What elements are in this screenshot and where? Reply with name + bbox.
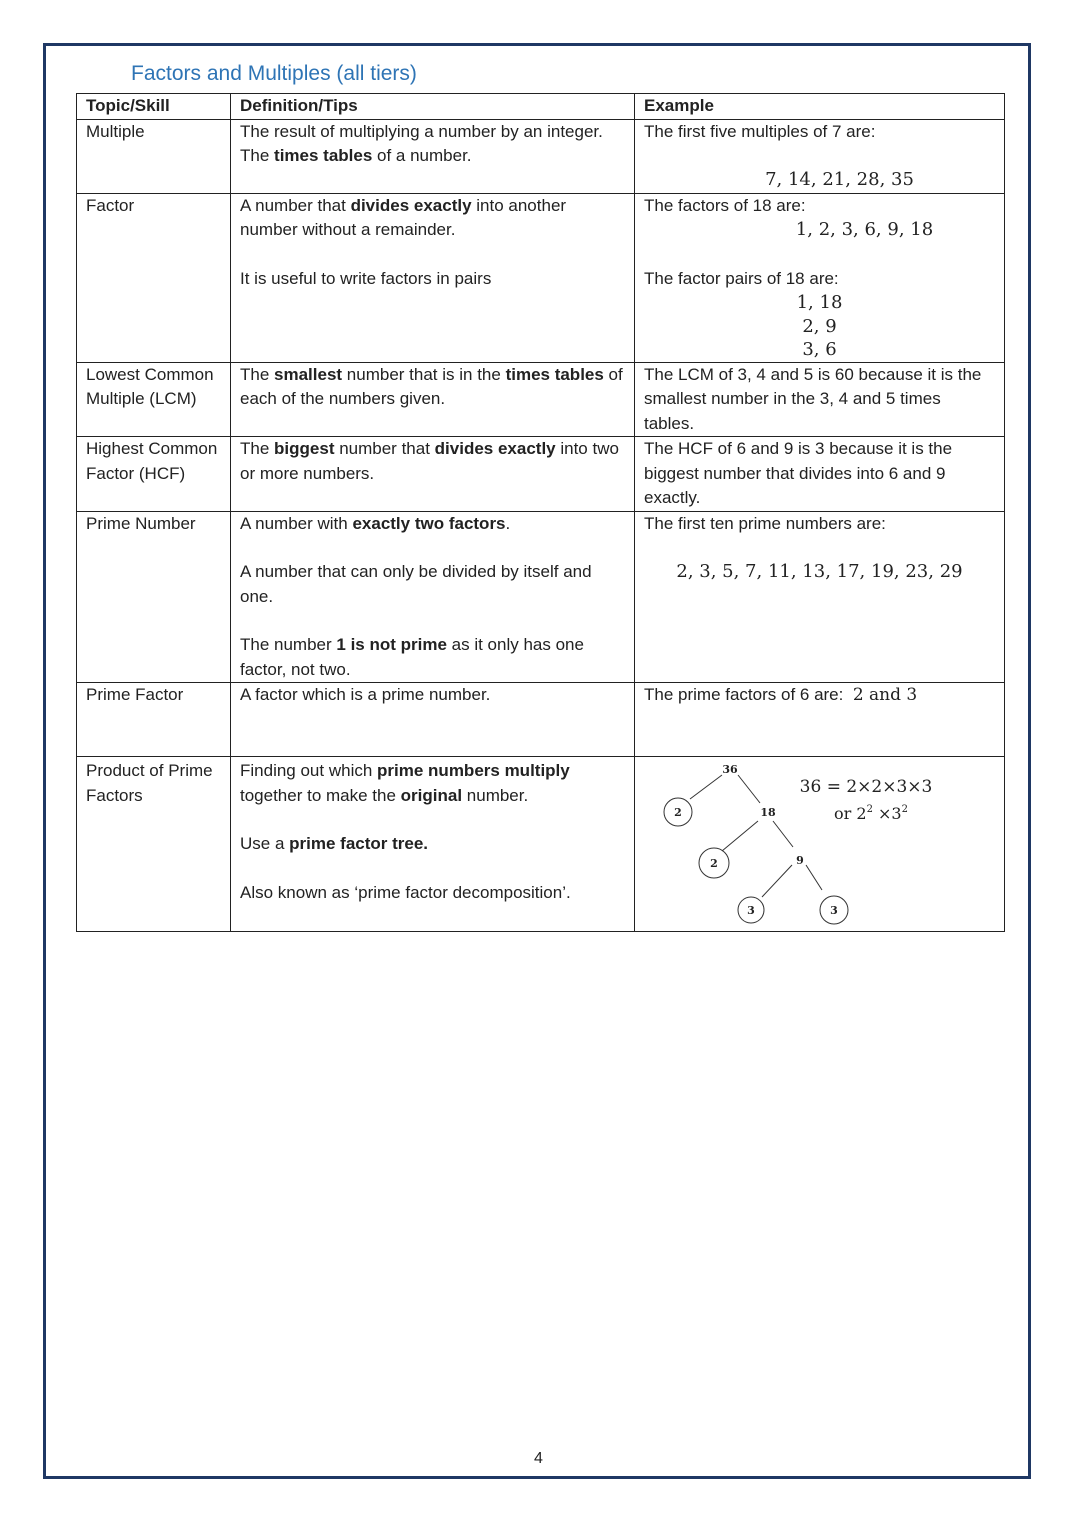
tree-node: 3: [747, 904, 755, 917]
table-row: [77, 683, 1005, 757]
example-text: The factor pairs of 18 are:: [644, 268, 839, 288]
tree-node: 18: [760, 806, 776, 819]
tree-branch: [738, 775, 760, 803]
definition-cell: [231, 119, 635, 193]
example-cell: [635, 119, 1005, 193]
table-row: [77, 193, 1005, 362]
definition-cell: A factor which is a prime number.: [231, 683, 635, 757]
tree-branch: [762, 865, 792, 897]
table-row: [77, 437, 1005, 512]
topic-cell: Prime Number: [77, 511, 231, 683]
tree-node: 36: [722, 763, 738, 776]
tree-node: 9: [796, 854, 804, 867]
example-math: 7, 14, 21, 28, 35: [765, 169, 914, 190]
definition-cell: The smallest number that is in the times tables of each of the numbers given.: [231, 362, 635, 437]
definition-text: A number that divides exactly into another number without a remainder.: [240, 195, 567, 239]
example-math: 2, 3, 5, 7, 11, 13, 17, 19, 23, 29: [676, 561, 963, 582]
definition-text: A number that can only be divided by itself and one.: [240, 562, 592, 606]
topic-cell: Product of Prime Factors: [77, 757, 231, 932]
header-row: [77, 94, 1005, 120]
definition-text: Use a prime factor tree.: [240, 834, 429, 853]
definition-cell: The biggest number that divides exactly into two or more numbers.: [231, 437, 635, 512]
example-cell: [635, 757, 1005, 932]
example-cell: [635, 511, 1005, 683]
example-text: The first ten prime numbers are:: [644, 513, 886, 533]
definition-text: A number with exactly two factors.: [240, 513, 511, 533]
topic-cell: Lowest Common Multiple (LCM): [77, 362, 231, 437]
topic-cell: Prime Factor: [77, 683, 231, 757]
table-row: [77, 119, 1005, 193]
definition-text: The times tables of a number.: [240, 146, 472, 165]
example-text: The factors of 18 are:: [644, 195, 806, 215]
header-definition: Definition/Tips: [231, 94, 635, 120]
factor-pair: 2, 9: [802, 315, 837, 337]
tree-branch: [806, 865, 822, 890]
example-cell: The prime factors of 6 are: 2 and 3: [635, 683, 1005, 757]
table-row: [77, 757, 1005, 932]
factors-table: [76, 93, 1005, 932]
prime-factor-tree: [635, 757, 1005, 931]
topic-cell: Factor: [77, 193, 231, 362]
example-text: The first five multiples of 7 are:: [644, 121, 876, 141]
tree-node: 2: [710, 857, 718, 870]
definition-cell: [231, 511, 635, 683]
definition-text: Finding out which prime numbers multiply together to make the original number.: [240, 761, 570, 805]
ppf-result-index: or $2^2 \times 3^2$: [834, 804, 908, 823]
tree-node: 3: [830, 904, 838, 917]
tree-branch: [773, 821, 793, 847]
table-row: [77, 511, 1005, 683]
tree-branch: [722, 821, 758, 851]
definition-text: The result of multiplying a number by an integer.: [240, 121, 603, 141]
header-topic: Topic/Skill: [77, 94, 231, 120]
factor-pair: 3, 6: [802, 339, 837, 360]
factor-pair: 1, 18: [796, 292, 843, 313]
definition-text: It is useful to write factors in pairs: [240, 268, 492, 288]
page-title: Factors and Multiples (all tiers): [131, 62, 417, 85]
example-cell: The LCM of 3, 4 and 5 is 60 because it is the smallest number in the 3, 4 and 5 times tables.: [635, 362, 1005, 437]
example-math: 2 and 3: [852, 685, 918, 705]
tree-branch: [690, 775, 722, 799]
definition-text: Also known as ‘prime factor decomposition’.: [240, 882, 571, 902]
table-row: [77, 362, 1005, 437]
definition-text: The number 1 is not prime as it only has one factor, not two.: [240, 635, 584, 679]
topic-cell: Highest Common Factor (HCF): [77, 437, 231, 512]
example-cell: The HCF of 6 and 9 is 3 because it is the biggest number that divides into 6 and 9 exactly.: [635, 437, 1005, 512]
topic-cell: Multiple: [77, 119, 231, 193]
definition-cell: [231, 193, 635, 362]
header-example: Example: [635, 94, 1005, 120]
example-math: 1, 2, 3, 6, 9, 18: [795, 219, 934, 240]
tree-node: 2: [674, 806, 682, 819]
definition-cell: [231, 757, 635, 932]
page-number: 4: [534, 1450, 543, 1467]
example-cell: [635, 193, 1005, 362]
ppf-result: 36 = 2×2×3×3: [799, 777, 933, 797]
